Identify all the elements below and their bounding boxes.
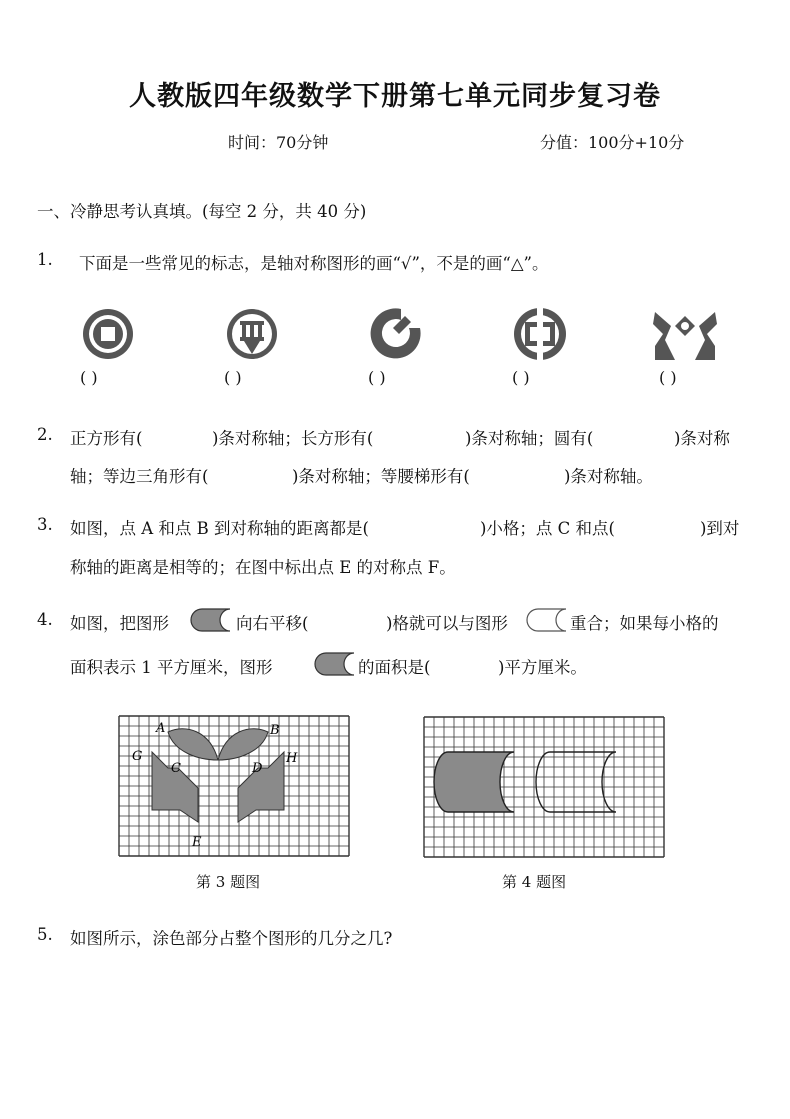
q4-l1-seg3: )格就可以与图形	[386, 614, 508, 633]
q4-l2-seg1: 面积表示 1 平方厘米，图形	[70, 658, 273, 677]
q5-text: 如图所示，涂色部分占整个图形的几分之几?	[70, 929, 393, 948]
q3-number: 3.	[37, 515, 53, 534]
figure-4	[422, 716, 670, 862]
q1-blank-5[interactable]: ( )	[659, 368, 677, 387]
page-title: 人教版四年级数学下册第七单元同步复习卷	[129, 81, 661, 112]
q4-l1-seg4: 重合；如果每小格的	[570, 614, 719, 633]
bank-logo-4-icon	[514, 308, 566, 360]
q5-number: 5.	[37, 925, 53, 944]
q1-text: 下面是一些常见的标志，是轴对称图形的画“√”，不是的画“△”。	[79, 254, 549, 273]
q3-l1-seg3: )到对	[700, 519, 740, 538]
fig3-label-d: D	[252, 761, 263, 776]
q1-blank-1[interactable]: ( )	[80, 368, 98, 387]
bank-logo-5-icon	[653, 312, 717, 360]
shaded-shape-icon	[314, 651, 358, 677]
q4-l2-seg3: )平方厘米。	[498, 658, 587, 677]
fig4-caption: 第 4 题图	[502, 873, 567, 891]
q2-l1-seg4: )条对称	[674, 429, 730, 448]
q2-line-1	[70, 425, 770, 449]
q1-number: 1.	[37, 250, 53, 269]
bank-logo-3-icon	[371, 308, 421, 358]
q2-l1-seg2: )条对称轴；长方形有(	[212, 429, 374, 448]
fig3-label-h: H	[286, 751, 298, 766]
shaded-shape-icon	[190, 607, 234, 633]
outline-shape-icon	[526, 607, 570, 633]
q4-l2-seg2: 的面积是(	[358, 658, 431, 677]
q4-number: 4.	[37, 610, 53, 629]
q2-l1-seg1: 正方形有(	[70, 429, 143, 448]
q4-line-1	[70, 610, 770, 638]
fig3-label-c: C	[171, 761, 181, 776]
fig3-label-a: A	[156, 721, 166, 736]
q3-l1-seg2: )小格；点 C 和点(	[480, 519, 615, 538]
q3-line-2: 称轴的距离是相等的；在图中标出点 E 的对称点 F。	[70, 558, 456, 577]
q2-l2-seg2: )条对称轴；等腰梯形有(	[292, 467, 470, 486]
q1-blank-3[interactable]: ( )	[368, 368, 386, 387]
q2-l1-seg3: )条对称轴；圆有(	[465, 429, 594, 448]
fig3-label-g: G	[132, 749, 143, 764]
exam-score: 分值：100分+10分	[540, 133, 685, 152]
q2-l2-seg3: )条对称轴。	[564, 467, 653, 486]
q4-l1-seg1: 如图，把图形	[70, 614, 169, 633]
logo-row	[70, 302, 750, 392]
figure-3	[110, 712, 355, 862]
q3-l1-seg1: 如图，点 A 和点 B 到对称轴的距离都是(	[70, 519, 369, 538]
coin-logo-icon	[83, 309, 133, 359]
fig3-caption: 第 3 题图	[196, 873, 261, 891]
q4-l1-seg2: 向右平移(	[236, 614, 309, 633]
q2-l2-seg1: 轴；等边三角形有(	[70, 467, 209, 486]
q2-number: 2.	[37, 425, 53, 444]
q1-blank-4[interactable]: ( )	[512, 368, 530, 387]
q3-line-1	[70, 515, 770, 539]
fig3-label-b: B	[270, 723, 280, 738]
q1-blank-2[interactable]: ( )	[224, 368, 242, 387]
fig3-label-e: E	[192, 835, 202, 850]
fig3-right-leaf	[218, 729, 268, 760]
fig4-shaded-shape	[434, 752, 514, 812]
q4-line-2	[70, 654, 770, 682]
bank-logo-2-icon	[227, 309, 277, 359]
fig3-left-leaf	[168, 729, 218, 760]
exam-time: 时间：70分钟	[228, 133, 329, 152]
section-heading: 一、冷静思考认真填。(每空 2 分，共 40 分)	[37, 202, 367, 221]
q2-line-2	[70, 463, 770, 487]
